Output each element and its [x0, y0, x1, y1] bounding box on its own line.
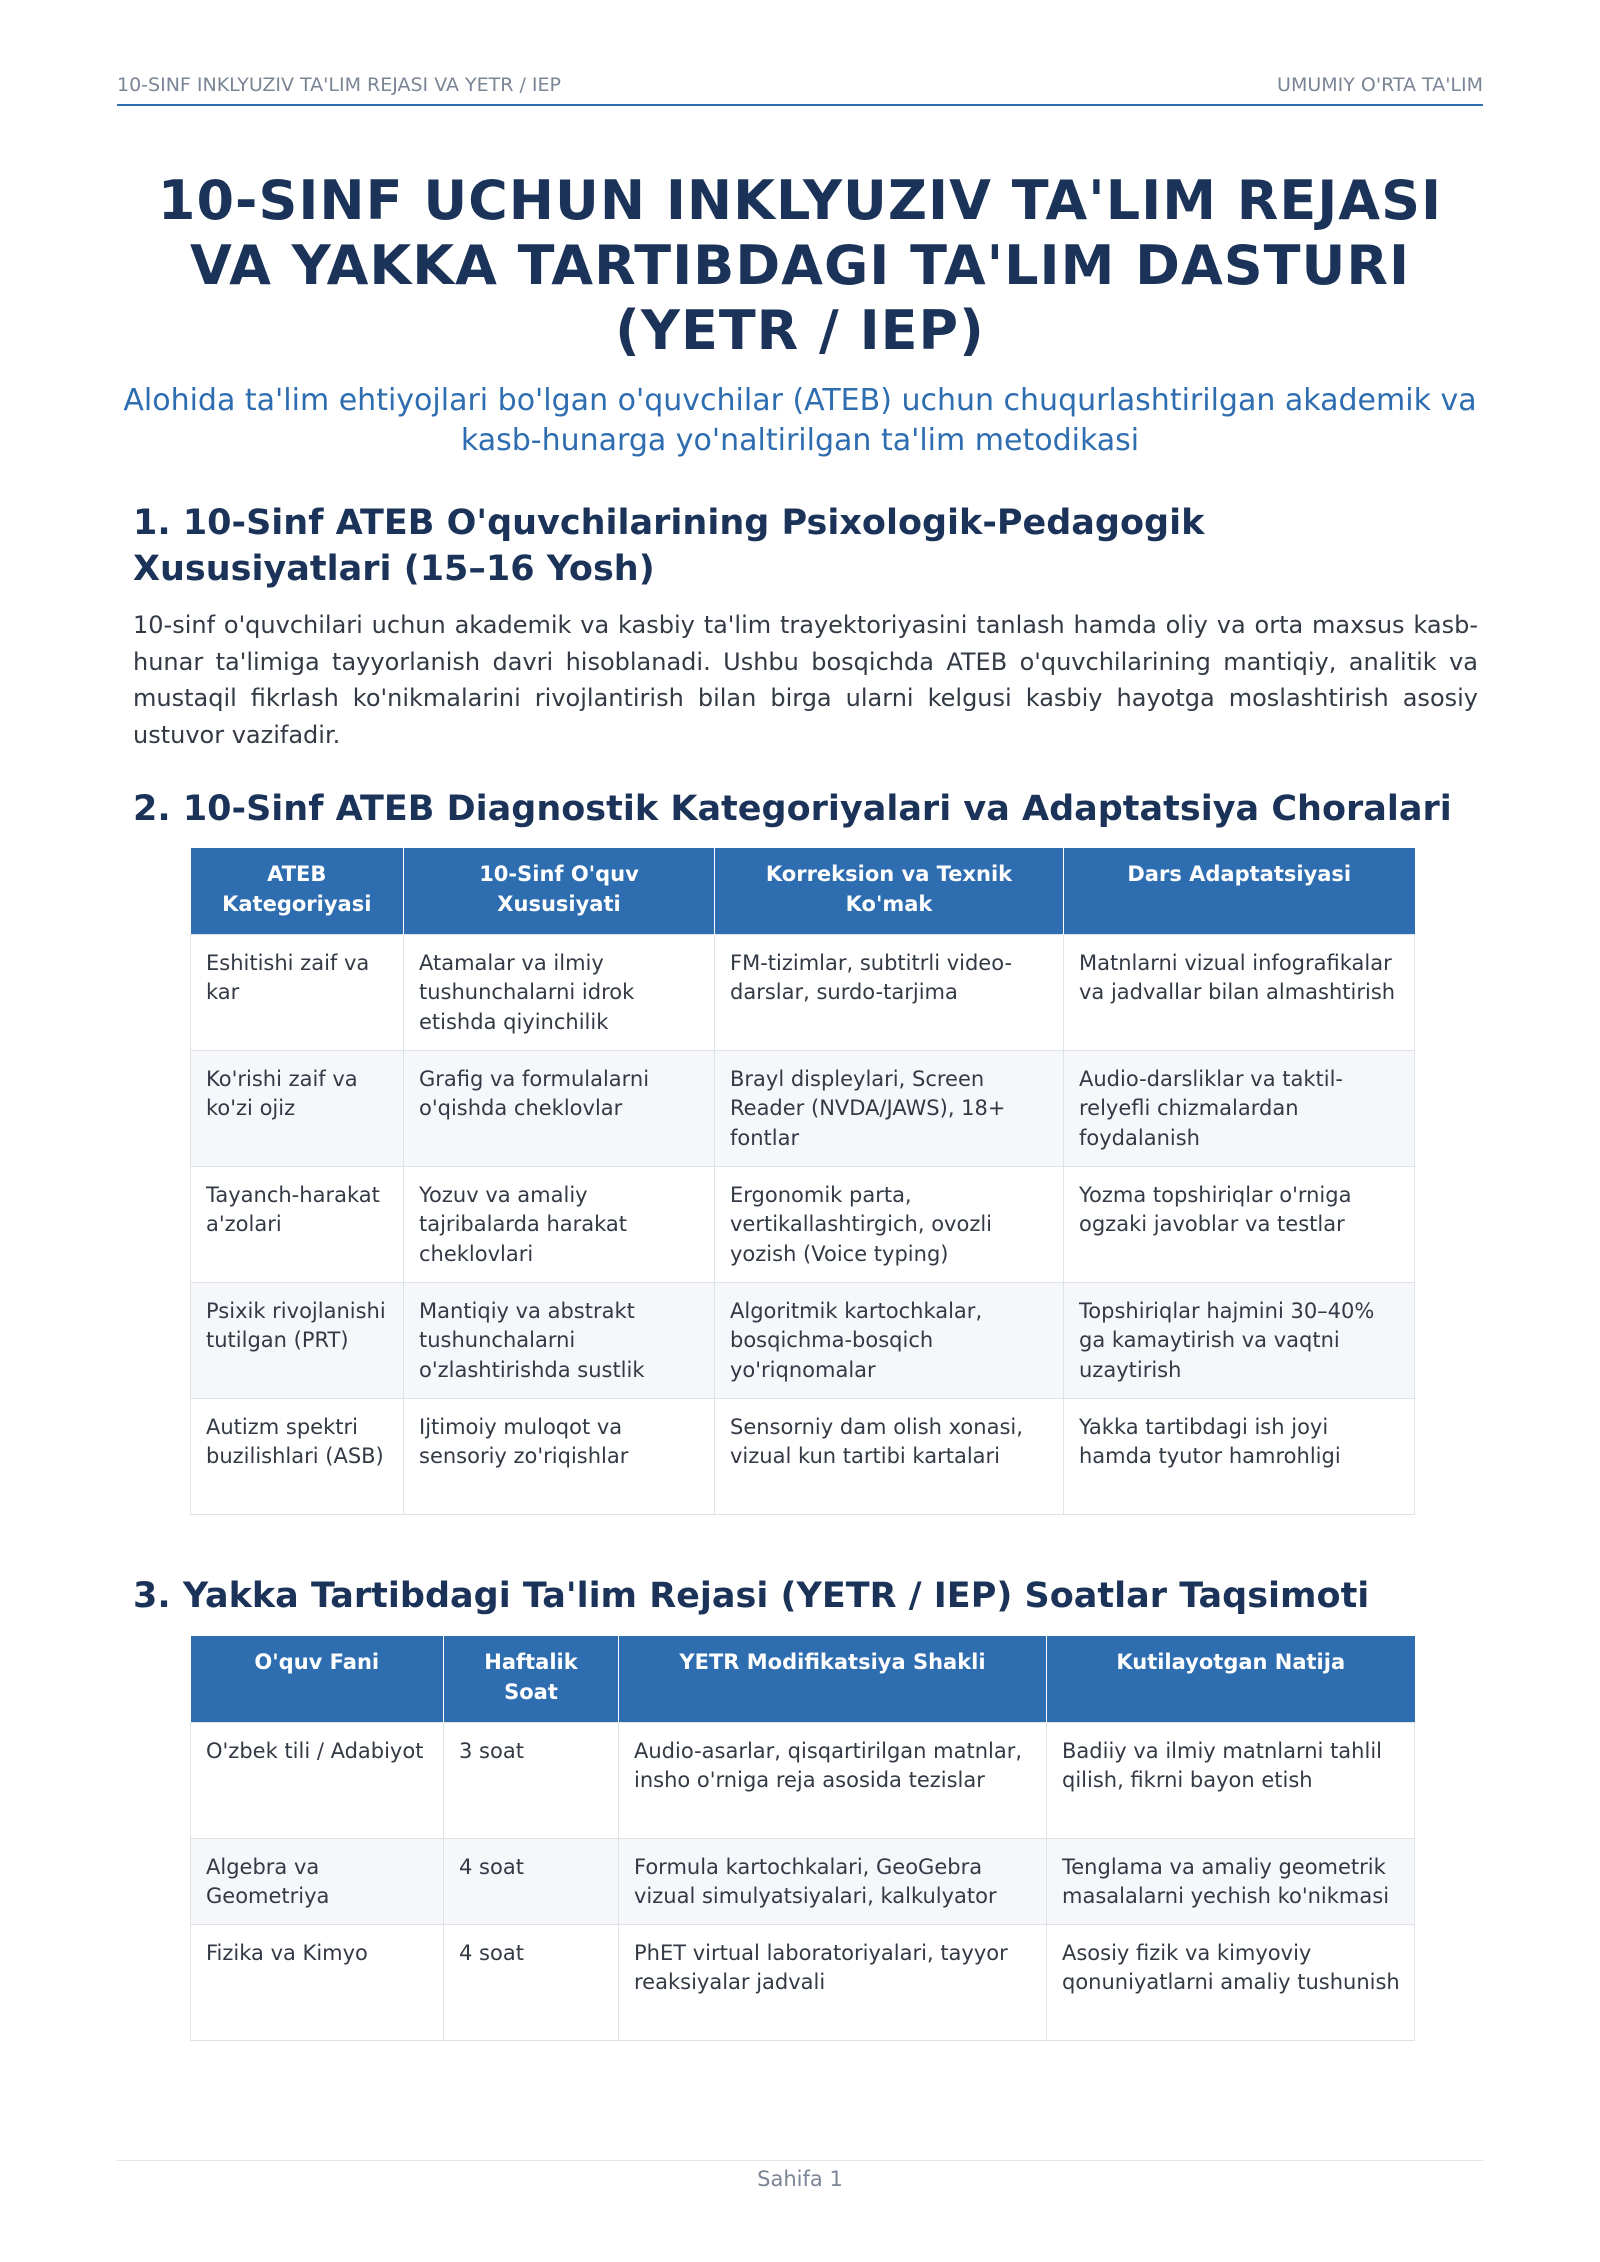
document-subtitle [117, 381, 1483, 461]
table-cell: Audio-darsliklar va taktil-relyefli chizmalardan foydalanish [1064, 1050, 1415, 1166]
table-cell: Sensorniy dam olish xonasi, vizual kun tartibi kartalari [715, 1398, 1064, 1514]
column-header: Korreksion va Texnik Ko'mak [715, 848, 1064, 934]
table-cell: Grafig va formulalarni o'qishda cheklovlar [404, 1050, 715, 1166]
table-cell: Audio-asarlar, qisqartirilgan matnlar, insho o'rniga reja asosida tezislar [619, 1722, 1047, 1838]
table-cell: O'zbek tili / Adabiyot [191, 1722, 444, 1838]
table-cell: Brayl displeylari, Screen Reader (NVDA/JAWS), 18+ fontlar [715, 1050, 1064, 1166]
table-row [191, 1722, 1415, 1838]
running-header-right: UMUMIY O'RTA TA'LIM [1277, 74, 1483, 96]
table-cell: Fizika va Kimyo [191, 1924, 444, 2040]
table-cell: 4 soat [444, 1838, 619, 1924]
table-header-row [191, 848, 1415, 934]
table-cell: Algoritmik kartochkalar, bosqichma-bosqich yo'riqnomalar [715, 1282, 1064, 1398]
column-header: YETR Modifikatsiya Shakli [619, 1636, 1047, 1722]
page-number: Sahifa 1 [757, 2167, 843, 2191]
table-cell: Eshitishi zaif va kar [191, 934, 404, 1050]
table-row [191, 934, 1415, 1050]
table-row [191, 1398, 1415, 1514]
column-header: Haftalik Soat [444, 1636, 619, 1722]
table-cell: Asosiy fizik va kimyoviy qonuniyatlarni amaliy tushunish [1047, 1924, 1415, 2040]
section-1-paragraph: 10-sinf o'quvchilari uchun akademik va kasbiy ta'lim trayektoriyasini tanlash hamda oliy va orta maxsus kasb-hunar ta'limiga tayyorlanish davri hisoblanadi. Ushbu bosqichda ATEB o'quvchilarining mantiqiy, analitik va mustaqil fikrlash ko'nikmalarini rivojlantirish bilan birga ularni kelgusi kasbiy hayotga moslashtirish asosiy ustuvor vazifadir. [133, 611, 1478, 749]
section-1-heading-line-2: Xususiyatlari (15–16 Yosh) [133, 549, 655, 589]
subtitle-line-2: kasb-hunarga yo'naltirilgan ta'lim metodikasi [460, 423, 1140, 458]
running-header-left: 10-SINF INKLYUZIV TA'LIM REJASI VA YETR / IEP [117, 74, 561, 96]
column-header: O'quv Fani [191, 1636, 444, 1722]
table-cell: Topshiriqlar hajmini 30–40% ga kamaytirish va vaqtni uzaytirish [1064, 1282, 1415, 1398]
section-2-heading: 2. 10-Sinf ATEB Diagnostik Kategoriyalari va Adaptatsiya Choralari [133, 789, 1452, 829]
table-header-row [191, 1636, 1415, 1722]
table-cell: Formula kartochkalari, GeoGebra vizual simulyatsiyalari, kalkulyator [619, 1838, 1047, 1924]
table-cell: FM-tizimlar, subtitrli video-darslar, surdo-tarjima [715, 934, 1064, 1050]
table-row [191, 1924, 1415, 2040]
table-cell: 3 soat [444, 1722, 619, 1838]
column-header: 10-Sinf O'quv Xususiyati [404, 848, 715, 934]
table-cell: Mantiqiy va abstrakt tushunchalarni o'zlashtirishda sustlik [404, 1282, 715, 1398]
document-title [117, 168, 1483, 363]
table-cell: Psixik rivojlanishi tutilgan (PRT) [191, 1282, 404, 1398]
table-cell: Atamalar va ilmiy tushunchalarni idrok etishda qiyinchilik [404, 934, 715, 1050]
section-1-heading-line-1: 1. 10-Sinf ATEB O'quvchilarining Psixologik-Pedagogik [133, 503, 1205, 543]
table-cell: Matnlarni vizual infografikalar va jadvallar bilan almashtirish [1064, 934, 1415, 1050]
column-header: Dars Adaptatsiyasi [1064, 848, 1415, 934]
section-3-heading: 3. Yakka Tartibdagi Ta'lim Rejasi (YETR / IEP) Soatlar Taqsimoti [133, 1576, 1370, 1616]
table-cell: 4 soat [444, 1924, 619, 2040]
table-cell: Ijtimoiy muloqot va sensoriy zo'riqishlar [404, 1398, 715, 1514]
table-cell: PhET virtual laboratoriyalari, tayyor reaksiyalar jadvali [619, 1924, 1047, 2040]
table-cell: Ergonomik parta, vertikallashtirgich, ovozli yozish (Voice typing) [715, 1166, 1064, 1282]
table-cell: Tayanch-harakat a'zolari [191, 1166, 404, 1282]
title-line-1: 10-SINF UCHUN INKLYUZIV TA'LIM REJASI [157, 169, 1443, 232]
table-row [191, 1838, 1415, 1924]
table-cell: Tenglama va amaliy geometrik masalalarni yechish ko'nikmasi [1047, 1838, 1415, 1924]
column-header: ATEB Kategoriyasi [191, 848, 404, 934]
table-cell: Badiiy va ilmiy matnlarni tahlil qilish, fikrni bayon etish [1047, 1722, 1415, 1838]
running-header [117, 74, 1483, 106]
table-cell: Yozuv va amaliy tajribalarda harakat cheklovlari [404, 1166, 715, 1282]
table-cell: Algebra va Geometriya [191, 1838, 444, 1924]
table-row [191, 1282, 1415, 1398]
table-cell: Autizm spektri buzilishlari (ASB) [191, 1398, 404, 1514]
column-header: Kutilayotgan Natija [1047, 1636, 1415, 1722]
subtitle-line-1: Alohida ta'lim ehtiyojlari bo'lgan o'quvchilar (ATEB) uchun chuqurlashtirilgan akademik va [123, 383, 1477, 418]
diagnostic-categories-table [190, 848, 1415, 1515]
table-cell: Yakka tartibdagi ish joyi hamda tyutor hamrohligi [1064, 1398, 1415, 1514]
table-row [191, 1050, 1415, 1166]
footer-divider [117, 2160, 1483, 2161]
section-1-heading [133, 500, 1483, 592]
table-row [191, 1166, 1415, 1282]
iep-hours-table [190, 1636, 1415, 2041]
title-line-3: (YETR / IEP) [615, 299, 985, 362]
title-line-2: VA YAKKA TARTIBDAGI TA'LIM DASTURI [189, 234, 1411, 297]
table-cell: Ko'rishi zaif va ko'zi ojiz [191, 1050, 404, 1166]
table-cell: Yozma topshiriqlar o'rniga ogzaki javoblar va testlar [1064, 1166, 1415, 1282]
